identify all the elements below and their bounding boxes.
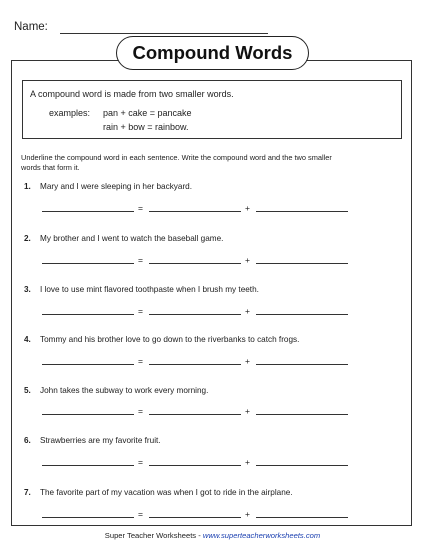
definition-box — [22, 80, 402, 139]
question-7 — [24, 488, 293, 497]
plus-sign: + — [245, 203, 250, 213]
plus-sign: + — [245, 509, 250, 519]
second-word-blank[interactable] — [256, 263, 348, 264]
equals-sign: = — [138, 255, 143, 265]
question-2 — [24, 234, 223, 243]
compound-word-blank[interactable] — [42, 211, 134, 212]
question-text: The favorite part of my vacation was when I got to ride in the airplane. — [40, 488, 293, 497]
answer-row-2 — [42, 255, 348, 265]
question-5 — [24, 386, 208, 395]
first-word-blank[interactable] — [149, 364, 241, 365]
question-number: 4. — [24, 335, 31, 344]
footer — [0, 531, 425, 540]
footer-brand: Super Teacher Worksheets — [104, 531, 197, 540]
first-word-blank[interactable] — [149, 314, 241, 315]
question-text: John takes the subway to work every morning. — [40, 386, 209, 395]
instructions: Underline the compound word in each sentence. Write the compound word and the two smaller words that form it. — [21, 153, 332, 172]
question-number: 1. — [24, 182, 31, 191]
first-word-blank[interactable] — [149, 211, 241, 212]
equals-sign: = — [138, 356, 143, 366]
question-4 — [24, 335, 299, 344]
answer-row-6 — [42, 457, 348, 467]
question-text: Tommy and his brother love to go down to the riverbanks to catch frogs. — [40, 335, 300, 344]
second-word-blank[interactable] — [256, 517, 348, 518]
plus-sign: + — [245, 356, 250, 366]
plus-sign: + — [245, 457, 250, 467]
question-text: Strawberries are my favorite fruit. — [40, 436, 161, 445]
compound-word-blank[interactable] — [42, 263, 134, 264]
question-number: 2. — [24, 234, 31, 243]
footer-separator: - — [196, 531, 203, 540]
question-6 — [24, 436, 161, 445]
second-word-blank[interactable] — [256, 364, 348, 365]
answer-row-5 — [42, 406, 348, 416]
footer-link[interactable]: www.superteacherworksheets.com — [202, 531, 321, 540]
compound-word-blank[interactable] — [42, 414, 134, 415]
answer-row-4 — [42, 356, 348, 366]
first-word-blank[interactable] — [149, 414, 241, 415]
first-word-blank[interactable] — [149, 517, 241, 518]
question-number: 6. — [24, 436, 31, 445]
first-word-blank[interactable] — [149, 465, 241, 466]
plus-sign: + — [245, 255, 250, 265]
answer-row-7 — [42, 509, 348, 519]
second-word-blank[interactable] — [256, 211, 348, 212]
compound-word-blank[interactable] — [42, 465, 134, 466]
second-word-blank[interactable] — [256, 465, 348, 466]
question-text: I love to use mint flavored toothpaste when I brush my teeth. — [40, 285, 259, 294]
question-number: 5. — [24, 386, 31, 395]
equals-sign: = — [138, 203, 143, 213]
compound-word-blank[interactable] — [42, 517, 134, 518]
page-title: Compound Words — [116, 36, 309, 70]
definition-text: A compound word is made from two smaller words. — [30, 89, 234, 99]
name-label: Name: — [14, 21, 48, 33]
equals-sign: = — [138, 406, 143, 416]
example-1: pan + cake = pancake — [103, 108, 192, 118]
question-3 — [24, 285, 259, 294]
question-text: Mary and I were sleeping in her backyard. — [40, 182, 193, 191]
compound-word-blank[interactable] — [42, 364, 134, 365]
equals-sign: = — [138, 509, 143, 519]
plus-sign: + — [245, 406, 250, 416]
compound-word-blank[interactable] — [42, 314, 134, 315]
question-1 — [24, 182, 192, 191]
examples-label: examples: — [49, 108, 91, 118]
first-word-blank[interactable] — [149, 263, 241, 264]
name-field-line[interactable] — [60, 33, 268, 34]
equals-sign: = — [138, 306, 143, 316]
question-number: 7. — [24, 488, 31, 497]
question-number: 3. — [24, 285, 31, 294]
plus-sign: + — [245, 306, 250, 316]
example-2: rain + bow = rainbow. — [103, 122, 189, 132]
answer-row-3 — [42, 306, 348, 316]
equals-sign: = — [138, 457, 143, 467]
second-word-blank[interactable] — [256, 414, 348, 415]
answer-row-1 — [42, 203, 348, 213]
second-word-blank[interactable] — [256, 314, 348, 315]
question-text: My brother and I went to watch the baseball game. — [40, 234, 224, 243]
